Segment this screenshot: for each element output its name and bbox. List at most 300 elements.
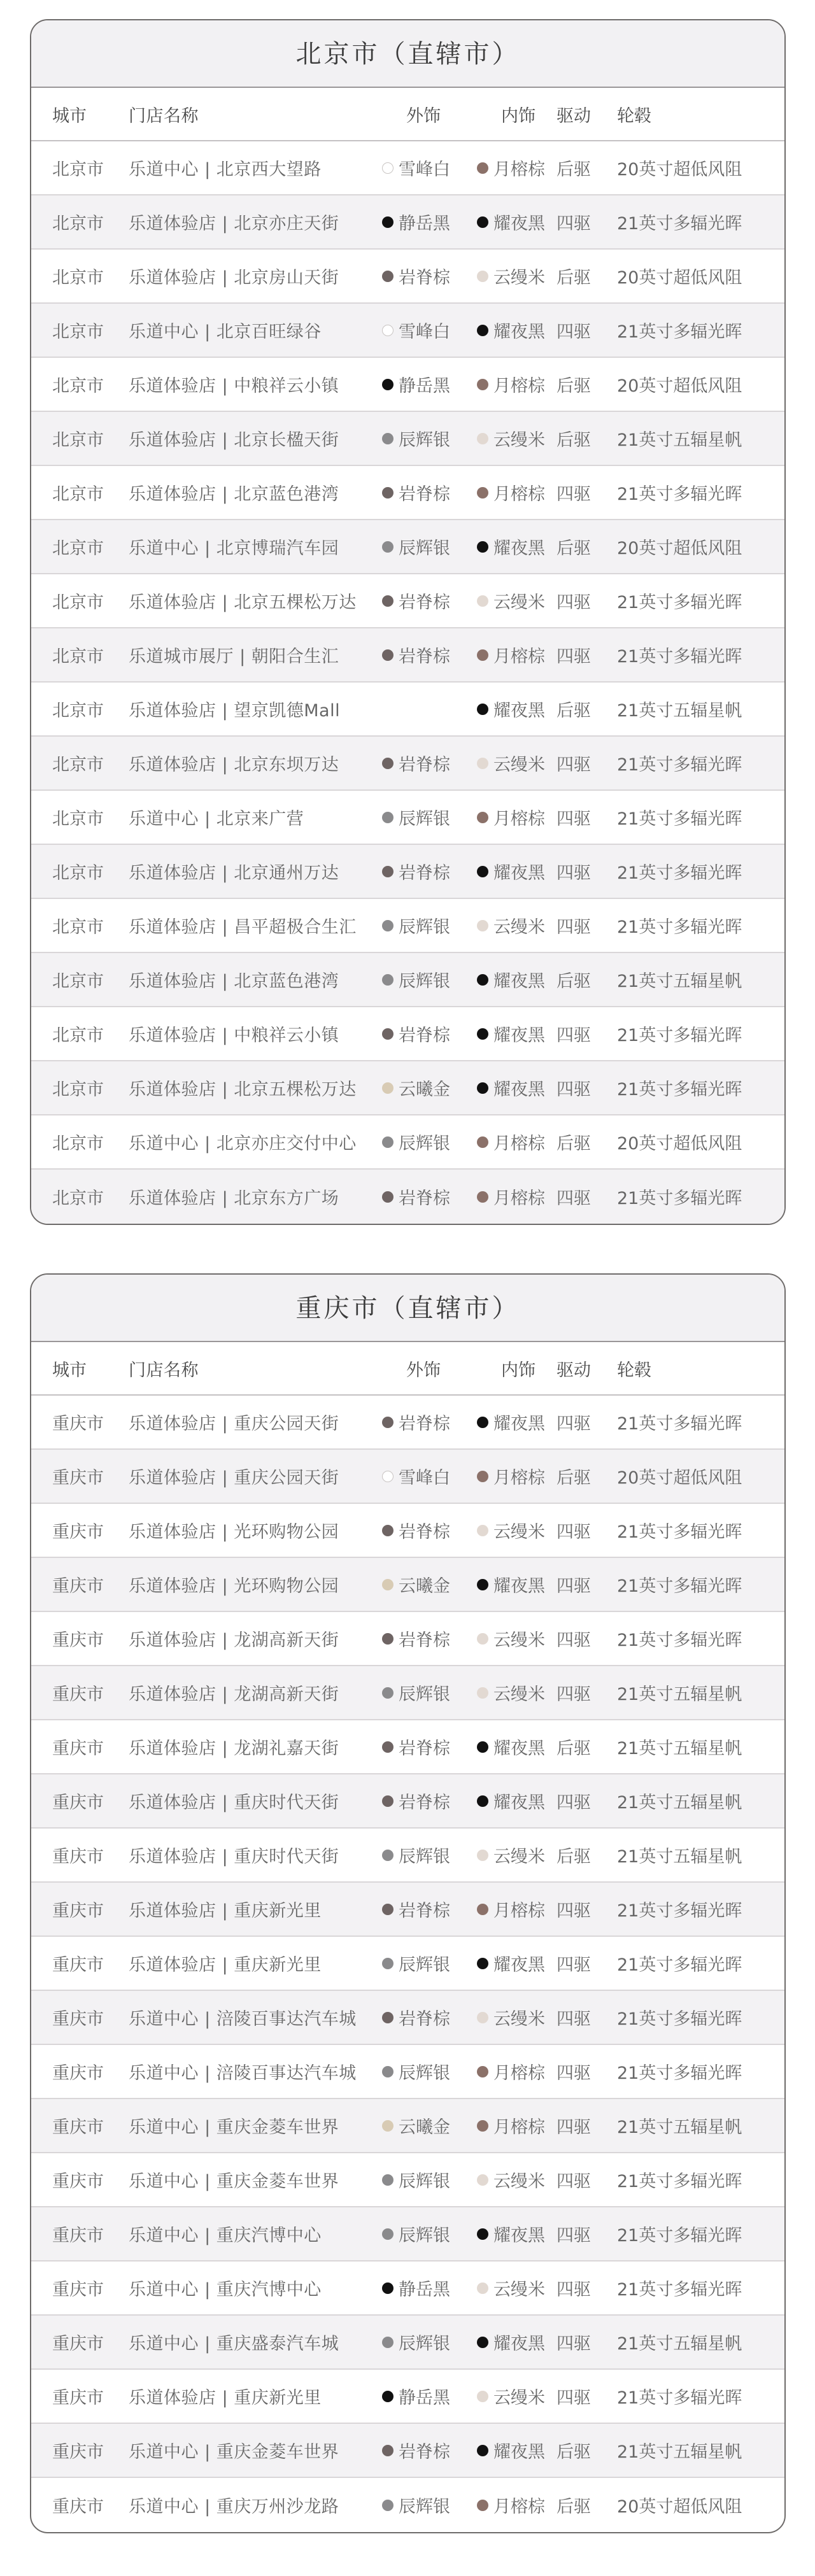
city-cell: 重庆市: [52, 2334, 104, 2354]
section-title: 北京市（直辖市）: [31, 20, 784, 88]
color-swatch-icon: [477, 2228, 488, 2240]
exterior-cell-label: 雪峰白: [399, 322, 450, 342]
exterior-cell-label: 岩脊棕: [399, 1522, 450, 1542]
exterior-cell: [382, 1734, 477, 1759]
exterior-cell: [382, 318, 477, 343]
drive-cell: 四驱: [556, 1522, 591, 1542]
drive-cell: 四驱: [556, 2334, 591, 2354]
header-exterior: 外饰: [406, 1360, 441, 1380]
store-name-cell: 乐道体验店 | 北京五棵松万达: [129, 593, 357, 612]
exterior-cell-label: 岩脊棕: [399, 2009, 450, 2029]
color-swatch-icon: [382, 595, 393, 607]
store-name-cell: 乐道体验店 | 北京蓝色港湾: [129, 972, 339, 991]
color-swatch-icon: [477, 1904, 488, 1915]
wheel-cell: 21英寸多辐光晖: [617, 2388, 742, 2408]
table-row: [31, 1504, 784, 1558]
exterior-cell-label: 辰辉银: [399, 539, 450, 558]
exterior-cell-label: 辰辉银: [399, 2172, 450, 2191]
color-swatch-icon: [382, 1795, 393, 1807]
exterior-cell: [382, 1680, 477, 1705]
store-name-cell: 乐道体验店 | 重庆时代天街: [129, 1793, 339, 1813]
drive-cell: 四驱: [556, 647, 591, 667]
beijing-table: [30, 19, 786, 1225]
store-name-cell: 乐道体验店 | 北京亦庄天街: [129, 214, 339, 234]
color-swatch-icon: [382, 1850, 393, 1861]
header-store: 门店名称: [129, 106, 199, 126]
drive-cell: 四驱: [556, 863, 591, 883]
interior-cell: [477, 588, 556, 613]
drive-cell: 四驱: [556, 1189, 591, 1208]
city-cell: 北京市: [52, 1134, 104, 1154]
color-swatch-icon: [382, 649, 393, 661]
exterior-cell: [382, 805, 477, 830]
drive-cell: 后驱: [556, 376, 591, 396]
interior-cell: [477, 1734, 556, 1759]
store-name-cell: 乐道中心 | 重庆盛泰汽车城: [129, 2334, 339, 2354]
header-interior: 内饰: [501, 1360, 535, 1380]
wheel-cell: 21英寸多辐光晖: [617, 1080, 742, 1100]
store-name-cell: 乐道体验店 | 望京凯德Mall: [129, 701, 341, 721]
table-row: [31, 2207, 784, 2261]
city-cell: 重庆市: [52, 2497, 104, 2517]
drive-cell: 四驱: [556, 2009, 591, 2029]
wheel-cell: 21英寸五辐星帆: [617, 1685, 742, 1704]
table-row: [31, 737, 784, 791]
city-cell: 北京市: [52, 1189, 104, 1208]
exterior-cell-label: 岩脊棕: [399, 1631, 450, 1650]
exterior-cell-label: 静岳黑: [399, 2388, 450, 2408]
wheel-cell: 20英寸超低风阻: [617, 1134, 742, 1154]
interior-cell: [477, 1788, 556, 1813]
interior-cell: [477, 2275, 556, 2300]
interior-cell: [477, 480, 556, 505]
store-name-cell: 乐道体验店 | 北京通州万达: [129, 863, 339, 883]
interior-cell-label: 耀夜黑: [493, 2226, 545, 2246]
drive-cell: 后驱: [556, 1847, 591, 1867]
table-row: [31, 195, 784, 250]
table-body: [31, 1396, 784, 2532]
exterior-cell: [382, 209, 477, 234]
table-row: [31, 1937, 784, 1991]
color-swatch-icon: [477, 433, 488, 444]
exterior-cell: [382, 642, 477, 667]
drive-cell: 后驱: [556, 1739, 591, 1759]
wheel-cell: 21英寸多辐光晖: [617, 1631, 742, 1650]
table-row: [31, 2099, 784, 2153]
drive-cell: 后驱: [556, 2442, 591, 2462]
table-row: [31, 304, 784, 358]
store-name-cell: 乐道中心 | 涪陵百事达汽车城: [129, 2063, 357, 2083]
exterior-cell-label: 辰辉银: [399, 972, 450, 991]
city-cell: 重庆市: [52, 2172, 104, 2191]
color-swatch-icon: [477, 866, 488, 877]
section-title: 重庆市（直辖市）: [31, 1275, 784, 1342]
exterior-cell: [382, 2221, 477, 2246]
color-swatch-icon: [477, 271, 488, 282]
exterior-cell: [382, 1572, 477, 1597]
table-row: [31, 1720, 784, 1774]
table-row: [31, 1829, 784, 1883]
table-row: [31, 1170, 784, 1224]
chongqing-table: [30, 1273, 786, 2533]
wheel-cell: 20英寸超低风阻: [617, 539, 742, 558]
color-swatch-icon: [477, 1579, 488, 1590]
store-name-cell: 乐道中心 | 重庆金菱车世界: [129, 2118, 339, 2137]
wheel-cell: 20英寸超低风阻: [617, 160, 742, 180]
color-swatch-icon: [382, 1904, 393, 1915]
color-swatch-icon: [382, 1191, 393, 1203]
city-cell: 北京市: [52, 972, 104, 991]
color-swatch-icon: [477, 649, 488, 661]
color-swatch-icon: [382, 2391, 393, 2402]
city-cell: 北京市: [52, 268, 104, 288]
interior-cell: [477, 1843, 556, 1867]
city-cell: 北京市: [52, 322, 104, 342]
city-cell: 北京市: [52, 701, 104, 721]
color-swatch-icon: [477, 1525, 488, 1536]
color-swatch-icon: [477, 1633, 488, 1645]
interior-cell: [477, 1184, 556, 1209]
table-row: [31, 2261, 784, 2316]
table-row: [31, 2424, 784, 2478]
color-swatch-icon: [477, 595, 488, 607]
city-cell: 重庆市: [52, 2063, 104, 2083]
color-swatch-icon: [477, 2445, 488, 2456]
color-swatch-icon: [382, 1471, 393, 1482]
color-swatch-icon: [477, 1136, 488, 1148]
interior-cell-label: 云缦米: [493, 2009, 545, 2029]
city-cell: 重庆市: [52, 1793, 104, 1813]
interior-cell-label: 云缦米: [493, 430, 545, 450]
interior-cell-label: 耀夜黑: [493, 539, 545, 558]
interior-cell: [477, 2330, 556, 2354]
table-row: [31, 1774, 784, 1829]
exterior-cell: [382, 480, 477, 505]
store-name-cell: 乐道中心 | 北京西大望路: [129, 160, 322, 180]
table-row: [31, 1991, 784, 2045]
table-row: [31, 1007, 784, 1061]
color-swatch-icon: [382, 758, 393, 769]
table-row: [31, 2045, 784, 2099]
exterior-cell: [382, 1951, 477, 1976]
wheel-cell: 21英寸多辐光晖: [617, 809, 742, 829]
interior-cell-label: 耀夜黑: [493, 322, 545, 342]
drive-cell: 四驱: [556, 1080, 591, 1100]
city-cell: 重庆市: [52, 2280, 104, 2300]
store-name-cell: 乐道体验店 | 龙湖礼嘉天街: [129, 1739, 339, 1759]
table-row: [31, 250, 784, 304]
table-header: [31, 88, 784, 141]
color-swatch-icon: [382, 866, 393, 877]
exterior-cell: [382, 1518, 477, 1543]
color-swatch-icon: [477, 2120, 488, 2132]
store-name-cell: 乐道城市展厅 | 朝阳合生汇: [129, 647, 339, 667]
drive-cell: 四驱: [556, 809, 591, 829]
exterior-cell: [382, 751, 477, 775]
color-swatch-icon: [382, 216, 393, 228]
city-cell: 重庆市: [52, 1468, 104, 1488]
interior-cell: [477, 1464, 556, 1489]
table-row: [31, 1061, 784, 1115]
color-swatch-icon: [477, 2066, 488, 2077]
wheel-cell: 21英寸多辐光晖: [617, 1026, 742, 1045]
drive-cell: 四驱: [556, 1026, 591, 1045]
exterior-cell: [382, 704, 477, 715]
color-swatch-icon: [382, 2012, 393, 2023]
table-row: [31, 1396, 784, 1450]
header-drive: 驱动: [556, 106, 591, 126]
interior-cell-label: 云缦米: [493, 1522, 545, 1542]
wheel-cell: 20英寸超低风阻: [617, 1468, 742, 1488]
store-name-cell: 乐道中心 | 涪陵百事达汽车城: [129, 2009, 357, 2029]
city-cell: 重庆市: [52, 1955, 104, 1975]
city-cell: 重庆市: [52, 2118, 104, 2137]
interior-cell: [477, 967, 556, 992]
wheel-cell: 21英寸五辐星帆: [617, 2334, 742, 2354]
interior-cell-label: 月榕棕: [493, 2497, 545, 2517]
store-name-cell: 乐道体验店 | 重庆公园天街: [129, 1468, 339, 1488]
city-cell: 北京市: [52, 160, 104, 180]
wheel-cell: 21英寸多辐光晖: [617, 214, 742, 234]
drive-cell: 四驱: [556, 2063, 591, 2083]
store-name-cell: 乐道体验店 | 北京蓝色港湾: [129, 485, 339, 504]
city-cell: 重庆市: [52, 1685, 104, 1704]
exterior-cell-label: 辰辉银: [399, 2063, 450, 2083]
wheel-cell: 21英寸五辐星帆: [617, 430, 742, 450]
drive-cell: 后驱: [556, 701, 591, 721]
city-cell: 北京市: [52, 214, 104, 234]
exterior-cell-label: 岩脊棕: [399, 268, 450, 288]
store-name-cell: 乐道体验店 | 北京东坝万达: [129, 755, 339, 775]
color-swatch-icon: [477, 1082, 488, 1094]
wheel-cell: 21英寸多辐光晖: [617, 2009, 742, 2029]
interior-cell: [477, 426, 556, 451]
color-swatch-icon: [382, 325, 393, 336]
wheel-cell: 21英寸五辐星帆: [617, 972, 742, 991]
interior-cell: [477, 2167, 556, 2192]
wheel-cell: 21英寸多辐光晖: [617, 1955, 742, 1975]
table-row: [31, 1450, 784, 1504]
city-cell: 重庆市: [52, 1414, 104, 1434]
interior-cell-label: 耀夜黑: [493, 2442, 545, 2462]
color-swatch-icon: [477, 325, 488, 336]
city-cell: 北京市: [52, 1080, 104, 1100]
interior-cell-label: 月榕棕: [493, 647, 545, 667]
exterior-cell: [382, 1129, 477, 1154]
color-swatch-icon: [382, 1633, 393, 1645]
store-name-cell: 乐道体验店 | 重庆时代天街: [129, 1847, 339, 1867]
color-swatch-icon: [477, 704, 488, 715]
color-swatch-icon: [477, 1028, 488, 1040]
exterior-cell: [382, 967, 477, 992]
city-cell: 重庆市: [52, 1631, 104, 1650]
interior-cell-label: 云缦米: [493, 1685, 545, 1704]
exterior-cell-label: 岩脊棕: [399, 1793, 450, 1813]
store-name-cell: 乐道中心 | 北京来广营: [129, 809, 304, 829]
table-row: [31, 412, 784, 466]
city-cell: 北京市: [52, 917, 104, 937]
interior-cell: [477, 913, 556, 938]
wheel-cell: 21英寸五辐星帆: [617, 2118, 742, 2137]
store-name-cell: 乐道体验店 | 重庆新光里: [129, 2388, 322, 2408]
store-name-cell: 乐道中心 | 重庆汽博中心: [129, 2280, 322, 2300]
color-swatch-icon: [382, 812, 393, 823]
table-row: [31, 574, 784, 628]
interior-cell-label: 耀夜黑: [493, 1739, 545, 1759]
color-swatch-icon: [477, 487, 488, 499]
exterior-cell-label: 辰辉银: [399, 809, 450, 829]
header-exterior: 外饰: [406, 106, 441, 126]
exterior-cell-label: 辰辉银: [399, 1955, 450, 1975]
table-row: [31, 358, 784, 412]
exterior-cell: [382, 372, 477, 397]
exterior-cell: [382, 588, 477, 613]
wheel-cell: 20英寸超低风阻: [617, 2497, 742, 2517]
exterior-cell-label: 雪峰白: [399, 160, 450, 180]
exterior-cell-label: 静岳黑: [399, 214, 450, 234]
color-swatch-icon: [477, 1471, 488, 1482]
interior-cell-label: 月榕棕: [493, 160, 545, 180]
color-swatch-icon: [382, 1958, 393, 1969]
interior-cell: [477, 1626, 556, 1651]
exterior-cell-label: 岩脊棕: [399, 485, 450, 504]
drive-cell: 四驱: [556, 1955, 591, 1975]
interior-cell-label: 月榕棕: [493, 376, 545, 396]
wheel-cell: 21英寸多辐光晖: [617, 1522, 742, 1542]
exterior-cell: [382, 1184, 477, 1209]
wheel-cell: 21英寸多辐光晖: [617, 1414, 742, 1434]
color-swatch-icon: [382, 1136, 393, 1148]
color-swatch-icon: [477, 2500, 488, 2511]
drive-cell: 后驱: [556, 1468, 591, 1488]
interior-cell-label: 月榕棕: [493, 485, 545, 504]
store-name-cell: 乐道中心 | 北京亦庄交付中心: [129, 1134, 357, 1154]
interior-cell: [477, 859, 556, 884]
header-city: 城市: [52, 106, 87, 126]
color-swatch-icon: [477, 812, 488, 823]
interior-cell-label: 耀夜黑: [493, 1793, 545, 1813]
exterior-cell: [382, 2493, 477, 2517]
wheel-cell: 21英寸多辐光晖: [617, 2063, 742, 2083]
interior-cell-label: 月榕棕: [493, 1189, 545, 1208]
color-swatch-icon: [477, 541, 488, 553]
color-swatch-icon: [477, 2391, 488, 2402]
color-swatch-icon: [382, 2120, 393, 2132]
color-swatch-icon: [382, 1028, 393, 1040]
exterior-cell-label: 岩脊棕: [399, 647, 450, 667]
exterior-cell-label: 岩脊棕: [399, 593, 450, 612]
exterior-cell: [382, 1021, 477, 1046]
interior-cell-label: 云缦米: [493, 2388, 545, 2408]
interior-cell: [477, 1897, 556, 1921]
exterior-cell-label: 静岳黑: [399, 376, 450, 396]
color-swatch-icon: [477, 2337, 488, 2348]
wheel-cell: 21英寸多辐光晖: [617, 2172, 742, 2191]
exterior-cell: [382, 1464, 477, 1489]
interior-cell: [477, 2005, 556, 2030]
color-swatch-icon: [477, 758, 488, 769]
city-cell: 重庆市: [52, 2388, 104, 2408]
drive-cell: 后驱: [556, 2497, 591, 2517]
header-city: 城市: [52, 1360, 87, 1380]
wheel-cell: 21英寸多辐光晖: [617, 485, 742, 504]
wheel-cell: 21英寸五辐星帆: [617, 1847, 742, 1867]
color-swatch-icon: [477, 2174, 488, 2186]
store-name-cell: 乐道中心 | 重庆金菱车世界: [129, 2442, 339, 2462]
color-swatch-icon: [477, 1687, 488, 1699]
store-name-cell: 乐道体验店 | 中粮祥云小镇: [129, 376, 339, 396]
exterior-cell: [382, 859, 477, 884]
wheel-cell: 21英寸多辐光晖: [617, 755, 742, 775]
interior-cell-label: 耀夜黑: [493, 1026, 545, 1045]
exterior-cell-label: 岩脊棕: [399, 1414, 450, 1434]
exterior-cell-label: 岩脊棕: [399, 1901, 450, 1921]
city-cell: 北京市: [52, 485, 104, 504]
color-swatch-icon: [477, 1795, 488, 1807]
drive-cell: 后驱: [556, 539, 591, 558]
table-row: [31, 466, 784, 520]
interior-cell-label: 云缦米: [493, 755, 545, 775]
exterior-cell-label: 岩脊棕: [399, 1189, 450, 1208]
interior-cell: [477, 155, 556, 180]
color-swatch-icon: [382, 2228, 393, 2240]
store-name-cell: 乐道体验店 | 昌平超极合生汇: [129, 917, 357, 937]
interior-cell-label: 耀夜黑: [493, 972, 545, 991]
interior-cell: [477, 1518, 556, 1543]
exterior-cell-label: 岩脊棕: [399, 863, 450, 883]
color-swatch-icon: [477, 1417, 488, 1428]
interior-cell: [477, 2438, 556, 2463]
exterior-cell: [382, 1788, 477, 1813]
color-swatch-icon: [477, 1191, 488, 1203]
drive-cell: 四驱: [556, 593, 591, 612]
interior-cell: [477, 2113, 556, 2138]
drive-cell: 四驱: [556, 214, 591, 234]
color-swatch-icon: [382, 1687, 393, 1699]
wheel-cell: 21英寸多辐光晖: [617, 917, 742, 937]
interior-cell-label: 云缦米: [493, 1847, 545, 1867]
store-name-cell: 乐道体验店 | 龙湖高新天街: [129, 1685, 339, 1704]
table-body: [31, 141, 784, 1224]
city-cell: 北京市: [52, 1026, 104, 1045]
exterior-cell-label: 辰辉银: [399, 1685, 450, 1704]
exterior-cell: [382, 1410, 477, 1434]
exterior-cell-label: 静岳黑: [399, 2280, 450, 2300]
color-swatch-icon: [382, 541, 393, 553]
interior-cell-label: 月榕棕: [493, 1901, 545, 1921]
drive-cell: 四驱: [556, 1414, 591, 1434]
exterior-cell: [382, 534, 477, 559]
wheel-cell: 21英寸多辐光晖: [617, 322, 742, 342]
interior-cell-label: 耀夜黑: [493, 214, 545, 234]
wheel-cell: 21英寸五辐星帆: [617, 1739, 742, 1759]
interior-cell-label: 月榕棕: [493, 1134, 545, 1154]
interior-cell-label: 云缦米: [493, 2172, 545, 2191]
interior-cell-label: 月榕棕: [493, 2118, 545, 2137]
color-swatch-icon: [382, 2174, 393, 2186]
exterior-cell: [382, 426, 477, 451]
color-swatch-icon: [477, 920, 488, 931]
interior-cell: [477, 697, 556, 721]
color-swatch-icon: [477, 162, 488, 174]
exterior-cell: [382, 2330, 477, 2354]
color-swatch-icon: [382, 1082, 393, 1094]
exterior-cell: [382, 2384, 477, 2409]
city-cell: 北京市: [52, 376, 104, 396]
exterior-cell-label: 辰辉银: [399, 1847, 450, 1867]
exterior-cell: [382, 1843, 477, 1867]
wheel-cell: 21英寸多辐光晖: [617, 863, 742, 883]
